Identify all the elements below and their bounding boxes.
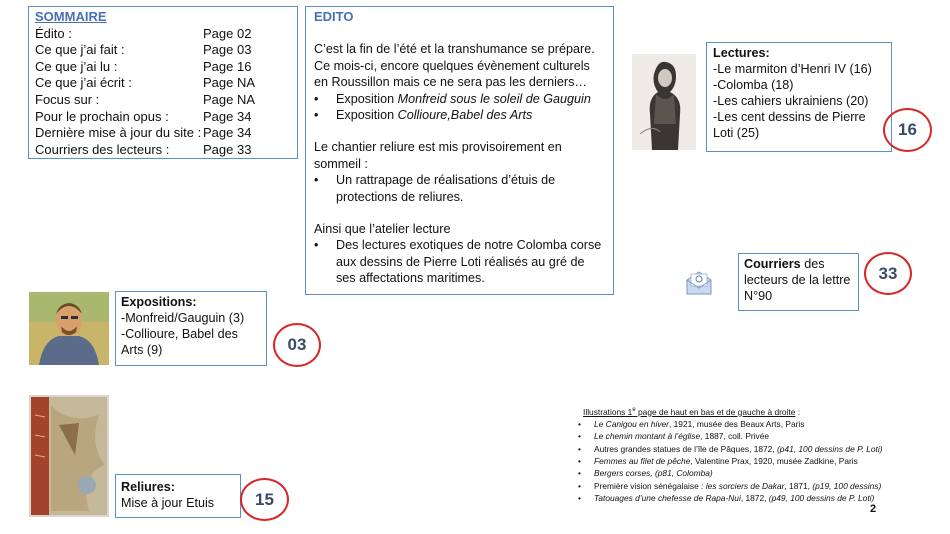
summary-row-label: Ce que j’ai fait :: [35, 42, 125, 58]
illustration-credit-part: Première vision sénégalaise: [594, 480, 702, 491]
bullet-dot: •: [314, 108, 319, 123]
illustrations-heading-post: page de haut en bas et de gauche à droite: [635, 406, 796, 417]
summary-list: [35, 26, 291, 159]
readings-item: -Le marmiton d’Henri IV (16): [713, 62, 872, 76]
illustrations-heading-sup: e: [632, 407, 636, 413]
edito-title: EDITO: [314, 9, 354, 24]
summary-row-page: Page 34: [203, 125, 252, 141]
readings-list: [713, 61, 885, 141]
portrait-drawing-image: [632, 54, 696, 150]
summary-row-label: Courriers des lecteurs :: [35, 141, 170, 157]
exhibitions-page-badge: 03: [273, 323, 321, 367]
edito-exhibition-list: [314, 91, 605, 124]
summary-row: [35, 42, 291, 59]
illustrations-heading-colon: :: [795, 406, 801, 417]
edito-exhibition-item: [314, 91, 605, 107]
summary-box: [28, 6, 298, 159]
readings-page-badge: 16: [883, 108, 932, 152]
summary-row-page: Page NA: [203, 91, 256, 107]
summary-row: [35, 75, 291, 92]
illustration-credit-part: , 1887, coll. Privée: [700, 431, 770, 442]
illustration-credit-item: [578, 492, 938, 504]
edito-para-lecture: Ainsi que l’atelier lecture: [314, 222, 451, 237]
illustration-credit-item: [578, 418, 938, 430]
illustration-credit-item: [578, 455, 938, 467]
illustration-credit-text: [594, 430, 769, 442]
edito-exhibition-name: Monfreid sous le soleil de Gauguin: [397, 91, 591, 106]
illustration-credit-part: Bergers corses, (p81, Colomba): [594, 468, 713, 479]
readings-title: Lectures:: [713, 46, 770, 60]
bullet-dot: •: [578, 480, 581, 491]
summary-row-label: Dernière mise à jour du site :: [35, 125, 202, 141]
summary-row-label: Ce que j’ai lu :: [35, 58, 118, 74]
illustration-credit-part: , 1872,: [740, 492, 769, 503]
illustration-credit-item: [578, 480, 938, 492]
page-number: 2: [870, 503, 877, 515]
exhibitions-box: [115, 291, 267, 366]
illustration-credit-part: : les sorciers de Dakar: [701, 480, 785, 491]
illustration-credit-text: [594, 467, 713, 479]
illustration-credit-item: [578, 467, 938, 479]
illustration-credit-part: , 1921, musée des Beaux Arts, Paris: [668, 419, 805, 430]
summary-row-page: Page 33: [203, 141, 252, 157]
summary-row: [35, 92, 291, 109]
exhibitions-item: -Monfreid/Gauguin (3): [121, 311, 245, 325]
illustration-credit-item: [578, 443, 938, 455]
bullet-dot: •: [314, 91, 319, 106]
illustration-credit-part: (p49, 100 dessins de P. Loti): [768, 492, 875, 503]
illustration-credit-text: [594, 492, 874, 504]
illustrations-credits: [578, 404, 938, 504]
edito-bullet-lecture: [314, 237, 605, 286]
bindings-title: Reliures:: [121, 480, 175, 494]
illustration-credit-text: [594, 418, 804, 430]
illustrations-heading-pre: Illustrations 1: [583, 406, 633, 417]
mail-title: Courriers: [744, 257, 801, 271]
bullet-dot: •: [578, 468, 581, 479]
summary-row: [35, 109, 291, 126]
edito-exhibition-text: [336, 91, 591, 107]
summary-row-page: Page 03: [203, 42, 252, 58]
book-binding-image: [29, 395, 109, 517]
illustration-credit-text: [594, 480, 881, 492]
readings-box: [706, 42, 892, 152]
mail-page-badge: 33: [864, 252, 912, 295]
illustration-credit-part: , Valentine Prax, 1920, musée Zadkine, Paris: [690, 455, 858, 466]
summary-row-page: Page 16: [203, 58, 252, 74]
illustration-credit-text: [594, 455, 858, 467]
mail-box: [738, 253, 859, 311]
self-portrait-painting-image: [29, 292, 109, 365]
exhibitions-list: [121, 310, 261, 358]
illustration-credit-item: [578, 430, 938, 442]
readings-item: -Les cahiers ukrainiens (20): [713, 94, 869, 108]
bullet-dot: •: [314, 173, 319, 188]
illustration-credit-part: Le Canigou en hiver: [594, 419, 669, 430]
bullet-dot: •: [578, 431, 581, 442]
summary-row-label: Focus sur :: [35, 91, 100, 107]
summary-row: [35, 142, 291, 159]
edito-box: [305, 6, 614, 295]
summary-row-page: Page 34: [203, 108, 252, 124]
illustration-credit-part: , 1871,: [784, 480, 813, 491]
exhibitions-item: -Collioure, Babel des Arts (9): [121, 327, 238, 357]
illustrations-heading: [578, 404, 938, 418]
summary-row-label: Édito :: [35, 25, 72, 41]
illustration-credit-part: (p41, 100 dessins de P. Loti): [776, 443, 883, 454]
edito-exhibition-item: [314, 107, 605, 123]
edito-intro: C’est la fin de l’été et la transhumance se prépare. Ce mois-ci, encore quelques évènement culturels en Roussillon mais ce ne sera pas les derniers…: [314, 42, 595, 90]
exhibitions-title: Expositions:: [121, 295, 197, 309]
readings-item: -Les cent dessins de Pierre Loti (25): [713, 110, 866, 140]
summary-row-page: Page NA: [203, 75, 256, 91]
edito-exhibition-text: [336, 107, 532, 123]
bindings-text: Mise à jour Etuis: [121, 496, 215, 510]
edito-para-reliure: Le chantier reliure est mis provisoirement en sommeil :: [314, 140, 562, 171]
summary-row: [35, 26, 291, 43]
illustration-credit-part: Autres grandes statues de l’île de Pâques, 1872,: [594, 443, 777, 454]
edito-exhibition-prefix: Exposition: [336, 91, 398, 106]
edito-exhibition-prefix: Exposition: [336, 108, 398, 123]
illustrations-list: [578, 418, 938, 504]
illustration-credit-part: Tatouages d’une chefesse de Rapa-Nui: [594, 492, 741, 503]
bullet-dot: •: [314, 238, 319, 253]
illustration-credit-part: Femmes au filet de pêche: [594, 455, 691, 466]
mail-icon: [684, 266, 714, 298]
bullet-dot: •: [578, 492, 581, 503]
edito-bullet-reliure: [314, 172, 605, 205]
bullet-dot: •: [578, 419, 581, 430]
bullet-dot: •: [578, 443, 581, 454]
edito-bullet-text: Des lectures exotiques de notre Colomba corse aux dessins de Pierre Loti réalisés au gré de ses affectations maritimes.: [336, 238, 602, 286]
bullet-dot: •: [578, 455, 581, 466]
illustration-credit-part: (p19, 100 dessins): [812, 480, 882, 491]
illustration-credit-text: [594, 443, 883, 455]
readings-item: -Colomba (18): [713, 78, 794, 92]
summary-row: [35, 125, 291, 142]
summary-title: SOMMAIRE: [35, 9, 107, 24]
edito-bullet-text: Un rattrapage de réalisations d’étuis de protections de reliures.: [336, 173, 556, 204]
summary-row-label: Ce que j’ai écrit :: [35, 75, 132, 91]
mail-text: des lecteurs de la lettre N°90: [744, 257, 851, 303]
bindings-box: [115, 474, 241, 518]
edito-exhibition-name: Collioure,Babel des Arts: [397, 108, 533, 123]
summary-row-page: Page 02: [203, 25, 252, 41]
illustration-credit-part: Le chemin montant à l’église: [594, 431, 701, 442]
bindings-page-badge: 15: [240, 478, 289, 521]
summary-row: [35, 59, 291, 76]
summary-row-label: Pour le prochain opus :: [35, 108, 169, 124]
